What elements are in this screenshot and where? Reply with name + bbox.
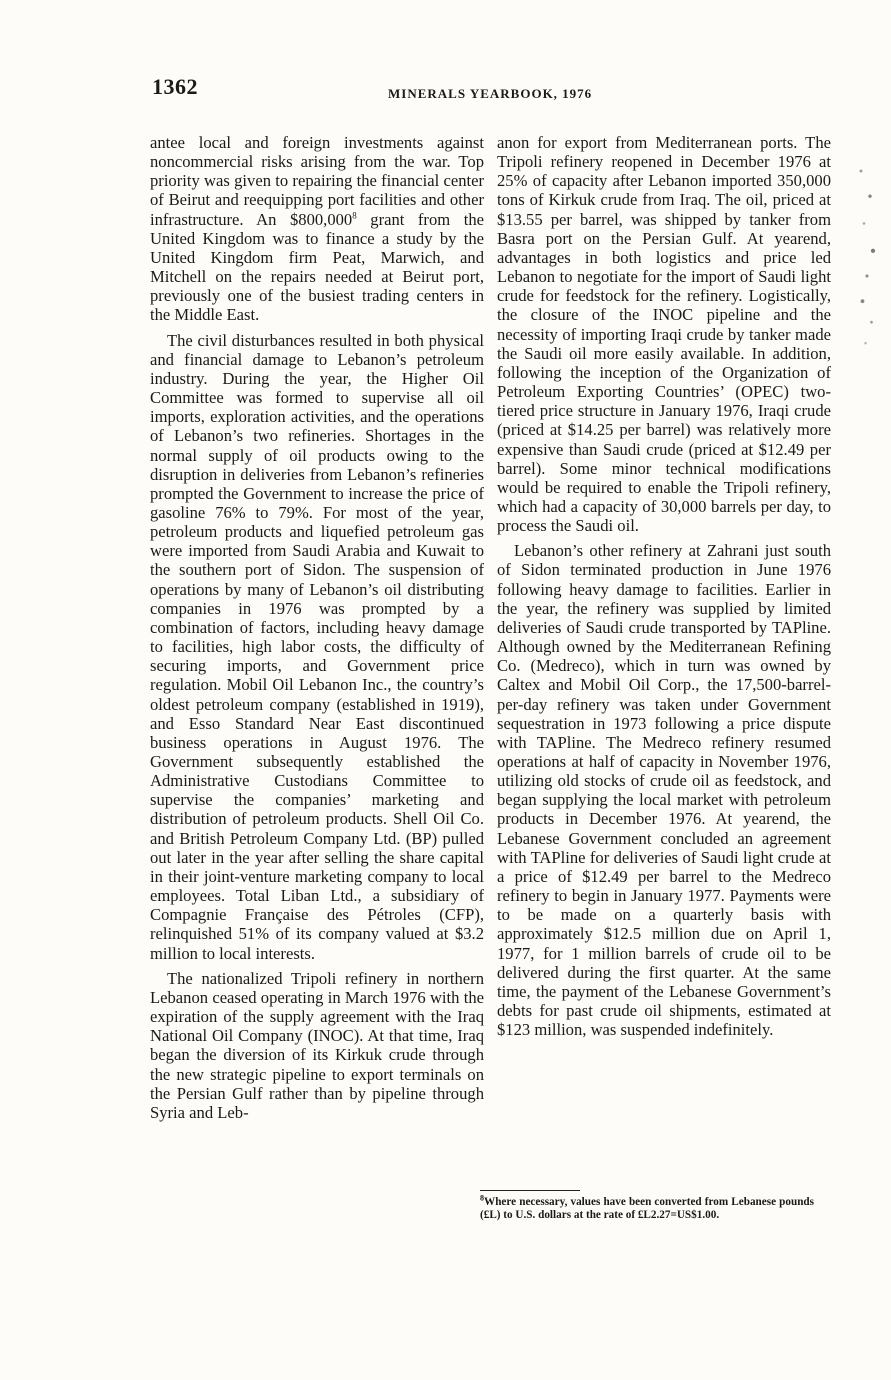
scan-artifact (852, 150, 882, 360)
paragraph: The civil disturbances resulted in both physical and financial damage to Lebanon’s petroleum industry. During the year, the Higher Oil Committee was formed to supervise all oil imports, exploration activities, and the operations of Lebanon’s two refineries. Shortages in the normal supply of oil products owing to the disruption in deliveries from Lebanon’s refineries prompted the Government to increase the price of gasoline 76% to 79%. For most of the year, petroleum products and liquefied petroleum gas were imported from Saudi Arabia and Kuwait to the southern port of Sidon. The suspension of operations by many of Lebanon’s oil distributing companies in 1976 was prompted by a combination of factors, including heavy damage to facilities, high labor costs, the difficulty of securing imports, and Government price regulation. Mobil Oil Lebanon Inc., the country’s oldest petroleum company (established in 1919), and Esso Standard Near East discontinued business operations in August 1976. The Government subsequently established the Administrative Custodians Committee to supervise the companies’ marketing and distribution of petroleum products. Shell Oil Co. and British Petroleum Company Ltd. (BP) pulled out later in the year after selling the share capital in their joint-venture marketing company to local employees. Total Liban Ltd., a subsidiary of Compagnie Française des Pétroles (CFP), relinquished 51% of its company valued at $3.2 million to local interests. (150, 330, 484, 963)
footnote-mark: 8 (480, 1193, 484, 1203)
paragraph: anon for export from Mediterranean ports. The Tripoli refinery reopened in December 1976 at 25% of capacity after Lebanon imported 350,000 tons of Kirkuk crude from Iraq. The oil, priced at $13.55 per barrel, was shipped by tanker from Basra port on the Persian Gulf. At yearend, advantages in both logistics and price led Lebanon to negotiate for the import of Saudi light crude for feedstock for the refinery. Logistically, the closure of the INOC pipeline and the necessity of importing Iraqi crude by tanker made the Saudi oil more easily available. In addition, following the inception of the Organization of Petroleum Exporting Countries’ (OPEC) two-tiered price structure in January 1976, Iraqi crude (priced at $14.25 per barrel) was relatively more expensive than Saudi crude (priced at $12.49 per barrel). Some minor technical modifications would be required to enable the Tripoli refinery, which had a capacity of 30,000 barrels per day, to process the Saudi oil. (497, 133, 831, 536)
footnote-text: Where necessary, values have been converted from Lebanese pounds (£L) to U.S. dollars at the rate of £L2.27=US$1.00. (480, 1196, 814, 1221)
left-column (150, 133, 484, 1122)
right-column (497, 133, 831, 1039)
paragraph: Lebanon’s other refinery at Zahrani just south of Sidon terminated production in June 1976 following heavy damage to facilities. Earlier in the year, the refinery was supplied by limited deliveries of Saudi crude transported by TAPline. Although owned by the Mediterranean Refining Co. (Medreco), which in turn was owned by Caltex and Mobil Oil Corp., the 17,500-barrel-per-day refinery was taken under Government sequestration in 1973 following a price dispute with TAPline. The Medreco refinery resumed operations at half of capacity in November 1976, utilizing old stocks of crude oil as feedstock, and began supplying the local market with petroleum products in December 1976. At yearend, the Lebanese Government concluded an agreement with TAPline for deliveries of Saudi light crude at a price of $12.49 per barrel to the Medreco refinery to begin in January 1977. Payments were to be made on a quarterly basis with approximately $12.5 million due on April 1, 1977, for 1 million barrels of crude oil to be delivered during the first quarter. At the same time, the payment of the Lebanese Government’s debts for past crude oil shipments, estimated at $123 million, was suspended indefinitely. (497, 541, 831, 1040)
footnote-reference: 8 (352, 210, 357, 221)
running-head: MINERALS YEARBOOK, 1976 (388, 86, 593, 101)
paragraph (150, 133, 484, 325)
footnote-rule (480, 1190, 580, 1191)
page-number: 1362 (152, 74, 198, 99)
paragraph-text: antee local and foreign investments against noncommercial risks arising from the war. Top priority was given to repairing the financial center of Beirut and reequipping port facilities and other infrastructure. An $800,000 (150, 133, 484, 229)
footnote (480, 1193, 814, 1221)
paragraph-text: grant from the United Kingdom was to finance a study by the United Kingdom firm Peat, Marwich, and Mitchell on the repairs needed at Beirut port, previously one of the busiest trading centers in the Middle East. (150, 209, 484, 325)
paragraph: The nationalized Tripoli refinery in northern Lebanon ceased operating in March 1976 with the expiration of the supply agreement with the Iraq National Oil Company (INOC). At that time, Iraq began the diversion of its Kirkuk crude through the new strategic pipeline to export terminals on the Persian Gulf rather than by pipeline through Syria and Leb- (150, 968, 484, 1122)
